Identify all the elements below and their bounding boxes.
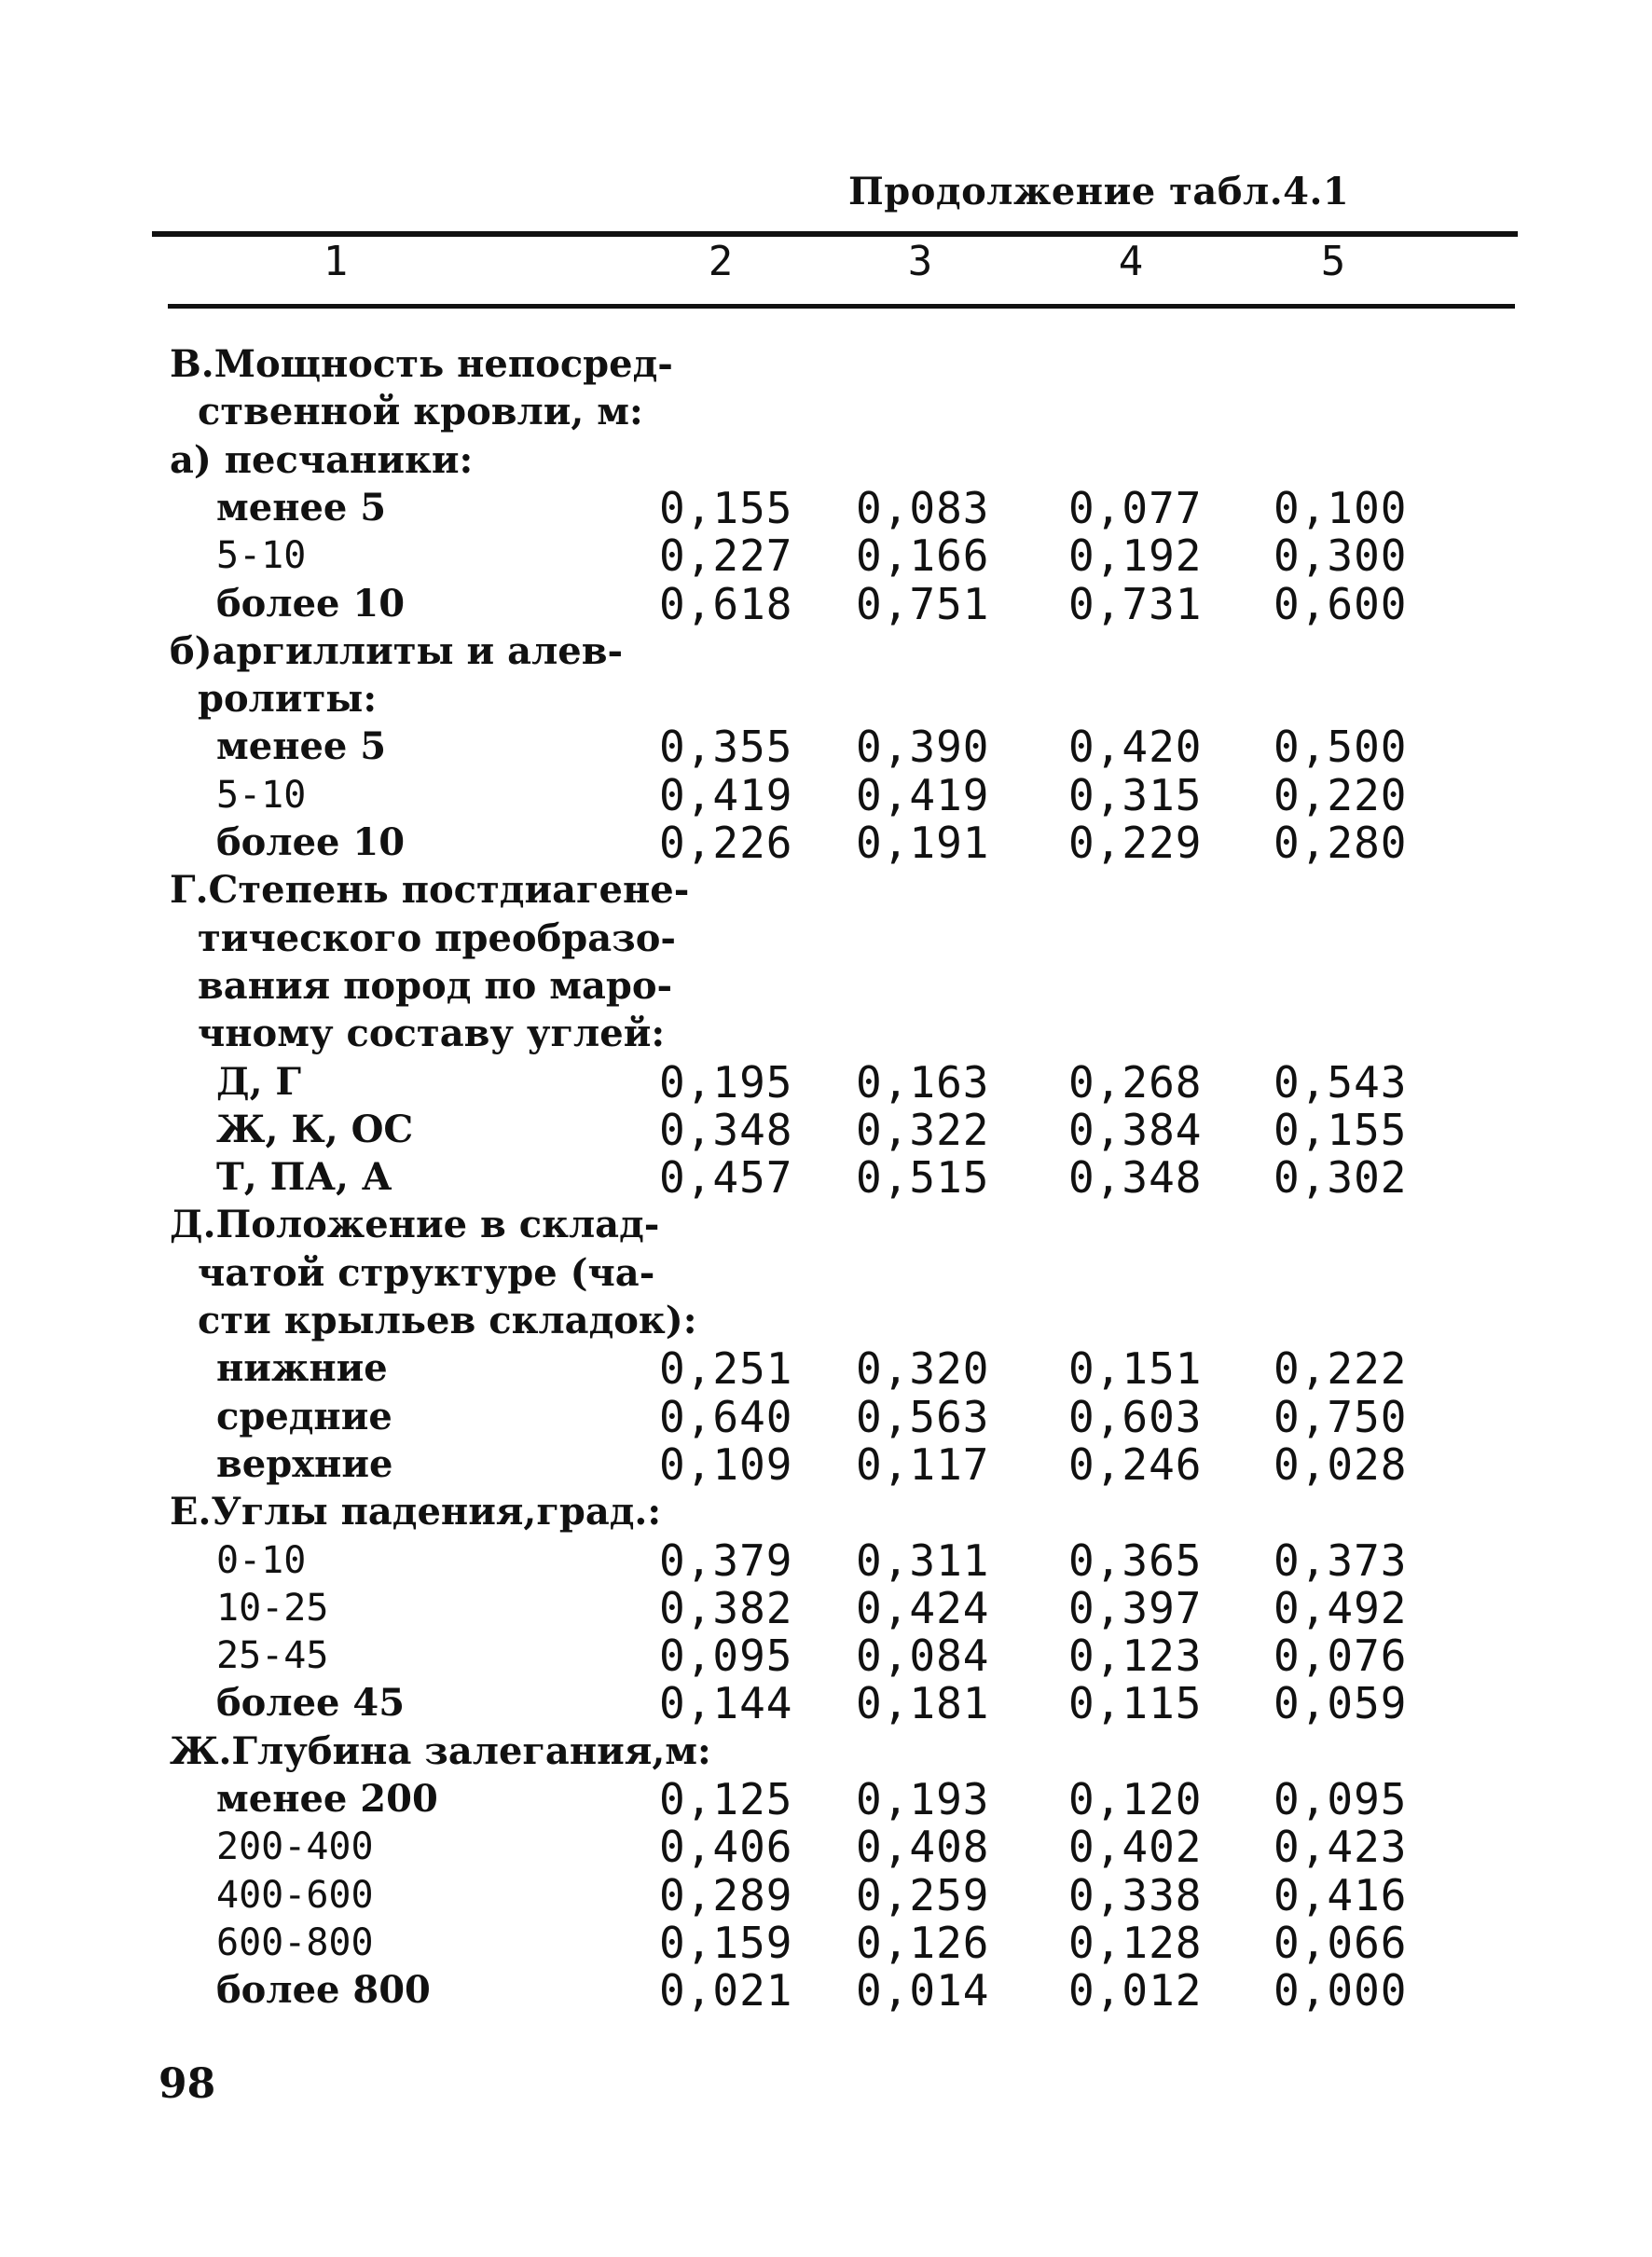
section-heading-row xyxy=(0,866,1652,915)
row-label: Е.Углы падения,град.: xyxy=(170,1490,662,1534)
section-heading-row xyxy=(0,1297,1652,1345)
value-col-3: 0,515 xyxy=(856,1152,990,1203)
section-heading-row xyxy=(0,962,1652,1011)
row-label: менее 200 xyxy=(216,1777,438,1821)
value-col-5: 0,300 xyxy=(1273,530,1408,581)
value-col-5: 0,302 xyxy=(1273,1152,1408,1203)
value-col-2: 0,379 xyxy=(659,1535,793,1586)
row-label: тического преобразо- xyxy=(198,916,676,960)
value-col-5: 0,066 xyxy=(1273,1918,1408,1968)
header-bottom-rule xyxy=(168,304,1515,309)
value-col-2: 0,419 xyxy=(659,770,793,820)
value-col-4: 0,012 xyxy=(1068,1965,1203,2016)
value-col-4: 0,338 xyxy=(1068,1870,1203,1920)
table-row xyxy=(0,1393,1652,1441)
row-label: 600-800 xyxy=(216,1921,374,1964)
section-heading-row xyxy=(0,1201,1652,1249)
value-col-2: 0,457 xyxy=(659,1152,793,1203)
table-row xyxy=(0,1536,1652,1585)
row-label: чатой структуре (ча- xyxy=(198,1251,655,1295)
value-col-5: 0,028 xyxy=(1273,1439,1408,1490)
row-label: менее 5 xyxy=(216,486,387,530)
row-label: более 45 xyxy=(216,1681,406,1725)
section-heading-row xyxy=(0,436,1652,485)
value-col-2: 0,382 xyxy=(659,1583,793,1633)
value-col-4: 0,246 xyxy=(1068,1439,1203,1490)
column-header-4: 4 xyxy=(1118,238,1144,285)
row-label: менее 5 xyxy=(216,724,387,768)
value-col-2: 0,095 xyxy=(659,1631,793,1681)
table-row xyxy=(0,723,1652,771)
row-label: сти крыльев складок): xyxy=(198,1299,697,1342)
value-col-2: 0,251 xyxy=(659,1343,793,1394)
row-label: 0-10 xyxy=(216,1539,307,1582)
table-row xyxy=(0,1919,1652,1967)
value-col-3: 0,163 xyxy=(856,1057,990,1108)
row-label: Д.Положение в склад- xyxy=(170,1203,660,1246)
section-heading-row xyxy=(0,1488,1652,1536)
table-row xyxy=(0,580,1652,628)
value-col-4: 0,603 xyxy=(1068,1392,1203,1442)
value-col-4: 0,229 xyxy=(1068,818,1203,868)
value-col-5: 0,416 xyxy=(1273,1870,1408,1920)
value-col-3: 0,126 xyxy=(856,1918,990,1968)
value-col-4: 0,731 xyxy=(1068,579,1203,629)
value-col-2: 0,640 xyxy=(659,1392,793,1442)
row-label: 400-600 xyxy=(216,1874,374,1917)
row-label: нижние xyxy=(216,1346,388,1390)
value-col-3: 0,320 xyxy=(856,1343,990,1394)
value-col-4: 0,077 xyxy=(1068,483,1203,533)
value-col-5: 0,155 xyxy=(1273,1105,1408,1155)
value-col-3: 0,311 xyxy=(856,1535,990,1586)
value-col-2: 0,226 xyxy=(659,818,793,868)
section-heading-row xyxy=(0,1249,1652,1298)
value-col-4: 0,268 xyxy=(1068,1057,1203,1108)
value-col-3: 0,117 xyxy=(856,1439,990,1490)
value-col-3: 0,181 xyxy=(856,1678,990,1728)
value-col-4: 0,315 xyxy=(1068,770,1203,820)
value-col-2: 0,348 xyxy=(659,1105,793,1155)
table-row xyxy=(0,771,1652,819)
value-col-5: 0,095 xyxy=(1273,1774,1408,1824)
value-col-3: 0,014 xyxy=(856,1965,990,2016)
value-col-5: 0,373 xyxy=(1273,1535,1408,1586)
section-heading-row xyxy=(0,915,1652,963)
value-col-3: 0,563 xyxy=(856,1392,990,1442)
value-col-2: 0,155 xyxy=(659,483,793,533)
table-row xyxy=(0,1966,1652,2015)
value-col-3: 0,408 xyxy=(856,1822,990,1872)
value-col-2: 0,406 xyxy=(659,1822,793,1872)
value-col-3: 0,193 xyxy=(856,1774,990,1824)
value-col-3: 0,322 xyxy=(856,1105,990,1155)
value-col-5: 0,000 xyxy=(1273,1965,1408,2016)
value-col-2: 0,355 xyxy=(659,722,793,772)
value-col-4: 0,151 xyxy=(1068,1343,1203,1394)
table-row xyxy=(0,1679,1652,1727)
value-col-2: 0,227 xyxy=(659,530,793,581)
value-col-4: 0,402 xyxy=(1068,1822,1203,1872)
table-row xyxy=(0,1440,1652,1489)
column-header-2: 2 xyxy=(708,238,734,285)
value-col-4: 0,420 xyxy=(1068,722,1203,772)
value-col-4: 0,120 xyxy=(1068,1774,1203,1824)
table-row xyxy=(0,531,1652,580)
row-label: ственной кровли, м: xyxy=(198,390,643,434)
table-row xyxy=(0,484,1652,532)
table-row xyxy=(0,1823,1652,1871)
table-row xyxy=(0,1153,1652,1202)
table-row xyxy=(0,819,1652,867)
row-label: более 800 xyxy=(216,1968,431,2012)
value-col-5: 0,492 xyxy=(1273,1583,1408,1633)
value-col-4: 0,123 xyxy=(1068,1631,1203,1681)
value-col-2: 0,195 xyxy=(659,1057,793,1108)
page-number: 98 xyxy=(158,2060,216,2108)
row-label: б)аргиллиты и алев- xyxy=(170,629,624,673)
column-header-3: 3 xyxy=(907,238,933,285)
value-col-2: 0,159 xyxy=(659,1918,793,1968)
value-col-4: 0,397 xyxy=(1068,1583,1203,1633)
row-label: Г.Степень постдиагене- xyxy=(170,868,690,912)
table-row xyxy=(0,1584,1652,1632)
table-row xyxy=(0,1631,1652,1680)
row-label: Ж.Глубина залегания,м: xyxy=(170,1729,711,1773)
value-col-3: 0,751 xyxy=(856,579,990,629)
row-label: В.Мощность непосред- xyxy=(170,342,673,386)
row-label: вания пород по маро- xyxy=(198,964,673,1008)
value-col-5: 0,423 xyxy=(1273,1822,1408,1872)
value-col-5: 0,280 xyxy=(1273,818,1408,868)
section-heading-row xyxy=(0,1727,1652,1776)
value-col-4: 0,348 xyxy=(1068,1152,1203,1203)
row-label: Д, Г xyxy=(216,1060,302,1104)
value-col-5: 0,100 xyxy=(1273,483,1408,533)
row-label: 25-45 xyxy=(216,1634,329,1677)
column-header-5: 5 xyxy=(1320,238,1346,285)
value-col-4: 0,128 xyxy=(1068,1918,1203,1968)
value-col-3: 0,083 xyxy=(856,483,990,533)
row-label: ролиты: xyxy=(198,677,378,721)
value-col-2: 0,125 xyxy=(659,1774,793,1824)
column-header-1: 1 xyxy=(323,238,349,285)
row-label: 200-400 xyxy=(216,1825,374,1868)
table-row xyxy=(0,1344,1652,1393)
row-label: а) песчаники: xyxy=(170,438,474,482)
value-col-5: 0,222 xyxy=(1273,1343,1408,1394)
row-label: 10-25 xyxy=(216,1587,329,1630)
row-label: более 10 xyxy=(216,582,406,626)
table-row xyxy=(0,1775,1652,1823)
value-col-4: 0,365 xyxy=(1068,1535,1203,1586)
value-col-5: 0,220 xyxy=(1273,770,1408,820)
value-col-5: 0,076 xyxy=(1273,1631,1408,1681)
section-heading-row xyxy=(0,388,1652,436)
value-col-3: 0,424 xyxy=(856,1583,990,1633)
row-label: Т, ПА, А xyxy=(216,1155,392,1199)
value-col-3: 0,390 xyxy=(856,722,990,772)
value-col-5: 0,059 xyxy=(1273,1678,1408,1728)
value-col-2: 0,289 xyxy=(659,1870,793,1920)
row-label: верхние xyxy=(216,1442,393,1486)
row-label: более 10 xyxy=(216,820,406,864)
table-row xyxy=(0,1106,1652,1154)
section-heading-row xyxy=(0,340,1652,389)
table-row xyxy=(0,1871,1652,1920)
row-label: 5-10 xyxy=(216,534,307,577)
value-col-2: 0,144 xyxy=(659,1678,793,1728)
value-col-3: 0,166 xyxy=(856,530,990,581)
top-rule xyxy=(152,231,1518,237)
section-heading-row xyxy=(0,675,1652,723)
value-col-2: 0,109 xyxy=(659,1439,793,1490)
table-row xyxy=(0,1058,1652,1107)
value-col-5: 0,750 xyxy=(1273,1392,1408,1442)
row-label: Ж, К, ОС xyxy=(216,1108,414,1151)
value-col-5: 0,500 xyxy=(1273,722,1408,772)
value-col-4: 0,192 xyxy=(1068,530,1203,581)
section-heading-row xyxy=(0,1010,1652,1058)
row-label: чному составу углей: xyxy=(198,1012,666,1055)
value-col-3: 0,259 xyxy=(856,1870,990,1920)
value-col-3: 0,191 xyxy=(856,818,990,868)
value-col-3: 0,419 xyxy=(856,770,990,820)
row-label: 5-10 xyxy=(216,774,307,817)
value-col-2: 0,021 xyxy=(659,1965,793,2016)
table-caption: Продолжение табл.4.1 xyxy=(848,170,1350,213)
section-heading-row xyxy=(0,627,1652,676)
value-col-2: 0,618 xyxy=(659,579,793,629)
value-col-3: 0,084 xyxy=(856,1631,990,1681)
value-col-5: 0,600 xyxy=(1273,579,1408,629)
value-col-4: 0,384 xyxy=(1068,1105,1203,1155)
row-label: средние xyxy=(216,1395,392,1438)
value-col-5: 0,543 xyxy=(1273,1057,1408,1108)
value-col-4: 0,115 xyxy=(1068,1678,1203,1728)
